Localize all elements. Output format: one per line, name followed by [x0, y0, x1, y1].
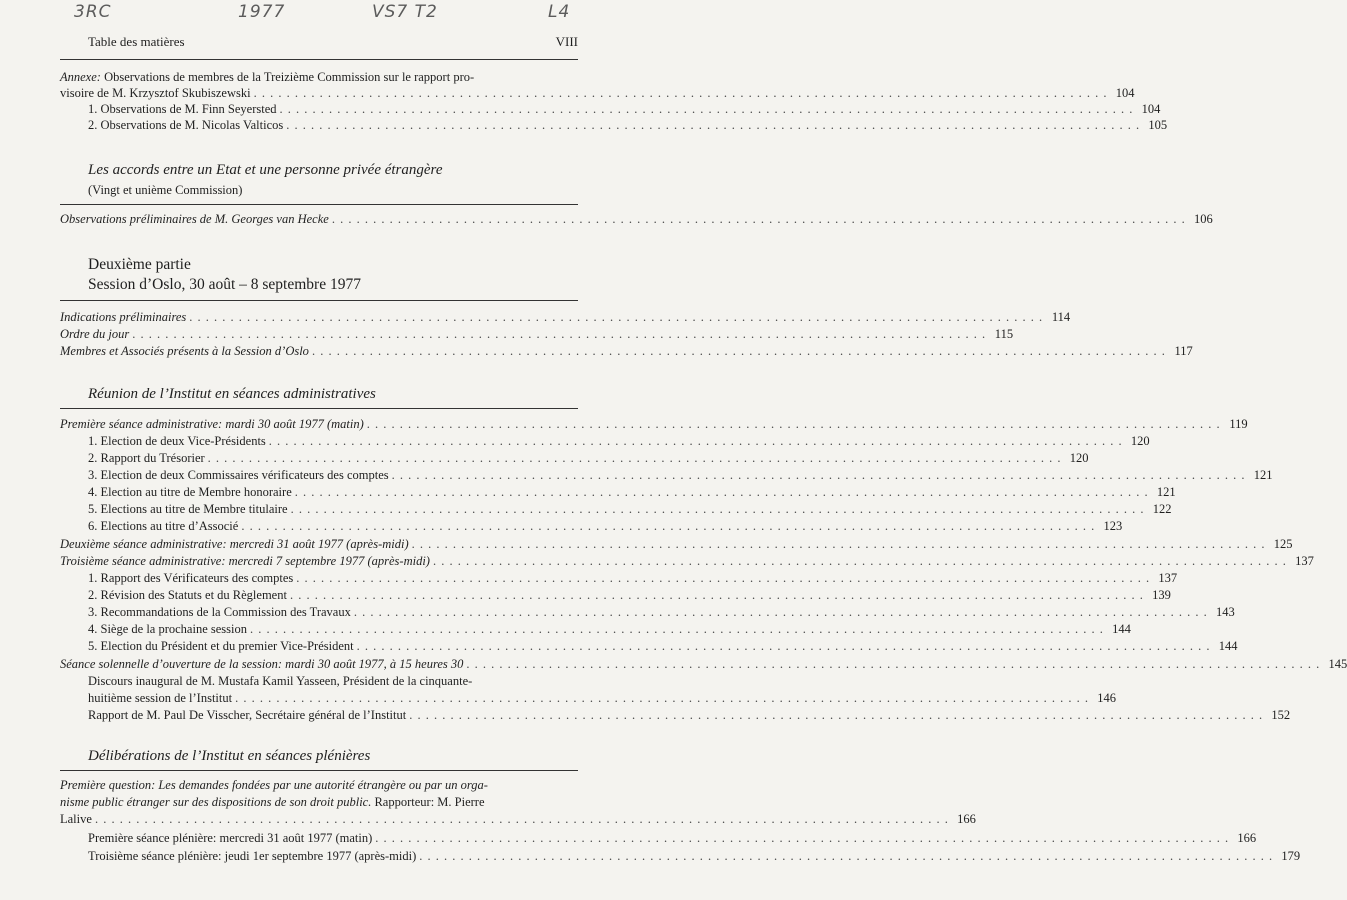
- divider: [60, 204, 578, 205]
- page-number: 120: [1069, 451, 1089, 465]
- toc-entry: [60, 212, 1213, 227]
- leader-dots: [290, 588, 1144, 603]
- page-header: [88, 34, 578, 50]
- page-number: 121: [1253, 468, 1273, 482]
- handwritten-note-2: 1977: [238, 2, 286, 22]
- leader-dots: [295, 485, 1149, 500]
- leader-dots: [189, 310, 1043, 325]
- leader-dots: [286, 118, 1140, 133]
- entry-text: Observations préliminaires de M. Georges van Hecke: [60, 212, 329, 226]
- toc-entry: [60, 812, 976, 827]
- divider: [60, 770, 578, 771]
- question-text: nisme public étranger sur des dispositions de son droit public.: [60, 795, 372, 809]
- toc-entry: [88, 831, 1257, 846]
- entry-text: Troisième séance administrative: mercredi 7 septembre 1977 (après-midi): [60, 554, 430, 568]
- toc-entry: [60, 657, 1347, 672]
- leader-dots: [354, 605, 1208, 620]
- page-number: 137: [1295, 554, 1314, 568]
- page-number: 146: [1097, 691, 1116, 705]
- leader-dots: [269, 434, 1123, 449]
- entry-text: Première séance administrative: mardi 30 août 1977 (matin): [60, 417, 364, 431]
- entry-text: Membres et Associés présents à la Session d’Oslo: [60, 344, 309, 358]
- page-number: 117: [1174, 344, 1193, 358]
- toc-entry: [60, 344, 1193, 359]
- entry-text: 2. Rapport du Trésorier: [88, 451, 205, 465]
- page-number: 166: [1237, 831, 1257, 845]
- toc-entry: [88, 434, 1150, 449]
- discours-line-1: Discours inaugural de M. Mustafa Kamil Yasseen, Président de la cinquante-: [88, 674, 473, 688]
- page-number: 166: [957, 812, 976, 826]
- toc-entry: [88, 691, 1116, 706]
- page-number: 119: [1229, 417, 1248, 431]
- leader-dots: [312, 344, 1166, 359]
- section-title: Délibérations de l’Institut en séances plénières: [88, 748, 371, 764]
- entry-text: Lalive: [60, 812, 92, 826]
- entry-text: 5. Elections au titre de Membre titulaire: [88, 502, 288, 516]
- page-number: 144: [1112, 622, 1131, 636]
- leader-dots: [208, 451, 1062, 466]
- page-number: 104: [1141, 102, 1161, 116]
- question-line-2: [60, 795, 485, 810]
- leader-dots: [95, 812, 949, 827]
- entry-text: 1. Rapport des Vérificateurs des comptes: [88, 571, 294, 585]
- entry-text: Deuxième séance administrative: mercredi 31 août 1977 (après-midi): [60, 537, 409, 551]
- annexe-label: Annexe:: [60, 70, 101, 84]
- page-number: 179: [1281, 849, 1301, 863]
- rapporteur-text: Rapporteur: M. Pierre: [371, 795, 485, 809]
- page-number: 122: [1152, 502, 1172, 516]
- leader-dots: [132, 327, 986, 342]
- handwritten-note-1: 3RC: [74, 2, 112, 22]
- entry-text: Ordre du jour: [60, 327, 130, 341]
- session-title: Session d’Oslo, 30 août – 8 septembre 1977: [88, 276, 361, 293]
- leader-dots: [254, 86, 1108, 101]
- toc-entry: [88, 588, 1171, 603]
- toc-entry: [88, 571, 1178, 586]
- entry-text: Séance solennelle d’ouverture de la session: mardi 30 août 1977, à 15 heures 30: [60, 657, 464, 671]
- leader-dots: [235, 691, 1089, 706]
- leader-dots: [250, 622, 1104, 637]
- entry-text: 1. Election de deux Vice-Présidents: [88, 434, 266, 448]
- toc-entry: [88, 519, 1123, 534]
- leader-dots: [280, 102, 1134, 117]
- toc-entry: [60, 86, 1135, 101]
- entry-text: 2. Révision des Statuts et du Règlement: [88, 588, 287, 602]
- toc-entry: [88, 102, 1161, 117]
- entry-text: Rapport de M. Paul De Visscher, Secrétaire général de l’Institut: [88, 708, 407, 722]
- page-number: 123: [1103, 519, 1123, 533]
- entry-text: visoire de M. Krzysztof Skubiszewski: [60, 86, 251, 100]
- entry-text: 3. Election de deux Commissaires vérificateurs des comptes: [88, 468, 389, 482]
- section-title: Réunion de l’Institut en séances administratives: [88, 386, 376, 402]
- entry-text: Indications préliminaires: [60, 310, 187, 324]
- annexe-text: Observations de membres de la Treizième Commission sur le rapport pro-: [100, 70, 475, 84]
- leader-dots: [392, 468, 1246, 483]
- toc-entry: [60, 327, 1014, 342]
- entry-text: Troisième séance plénière: jeudi 1er septembre 1977 (après-midi): [88, 849, 417, 863]
- toc-entry: [88, 708, 1291, 723]
- toc-entry: [88, 622, 1131, 637]
- divider: [60, 300, 578, 301]
- leader-dots: [367, 417, 1221, 432]
- toc-entry: [88, 451, 1089, 466]
- toc-entry: [88, 485, 1176, 500]
- page-number: 152: [1271, 708, 1291, 722]
- divider: [60, 59, 578, 60]
- section-title: Les accords entre un Etat et une personne privée étrangère: [88, 162, 443, 178]
- handwritten-note-4: L4: [548, 2, 571, 22]
- page-number: 104: [1115, 86, 1135, 100]
- question-line-1: Première question: Les demandes fondées par une autorité étrangère ou par un orga-: [60, 778, 488, 792]
- page-number: 105: [1148, 118, 1168, 132]
- entry-text: huitième session de l’Institut: [88, 691, 233, 705]
- entry-text: 1. Observations de M. Finn Seyersted: [88, 102, 277, 116]
- toc-entry: [88, 468, 1273, 483]
- leader-dots: [466, 657, 1320, 672]
- leader-dots: [332, 212, 1186, 227]
- leader-dots: [409, 708, 1263, 723]
- header-page-number: VIII: [555, 34, 578, 49]
- page-number: 139: [1152, 588, 1171, 602]
- entry-text: 3. Recommandations de la Commission des Travaux: [88, 605, 351, 619]
- page-number: 145: [1328, 657, 1347, 671]
- toc-entry: [60, 537, 1293, 552]
- page-number: 143: [1215, 605, 1235, 619]
- entry-text: 6. Elections au titre d’Associé: [88, 519, 239, 533]
- header-title: Table des matières: [88, 34, 185, 49]
- entry-text: 5. Election du Président et du premier Vice-Président: [88, 639, 354, 653]
- leader-dots: [357, 639, 1211, 654]
- leader-dots: [291, 502, 1145, 517]
- page-number: 106: [1193, 212, 1213, 226]
- toc-entry: [88, 639, 1238, 654]
- page-number: 121: [1156, 485, 1176, 499]
- page-number: 125: [1273, 537, 1293, 551]
- toc-entry: [60, 310, 1071, 325]
- leader-dots: [241, 519, 1095, 534]
- leader-dots: [433, 554, 1287, 569]
- entry-text: Première séance plénière: mercredi 31 août 1977 (matin): [88, 831, 373, 845]
- leader-dots: [419, 849, 1273, 864]
- leader-dots: [375, 831, 1229, 846]
- toc-entry: [88, 118, 1168, 133]
- divider: [60, 408, 578, 409]
- entry-text: 2. Observations de M. Nicolas Valticos: [88, 118, 284, 132]
- annexe-line-1: [60, 70, 474, 85]
- page-number: 120: [1130, 434, 1150, 448]
- toc-entry: [88, 605, 1235, 620]
- page-number: 137: [1158, 571, 1178, 585]
- leader-dots: [412, 537, 1266, 552]
- toc-entry: [60, 417, 1248, 432]
- part-title: Deuxième partie: [88, 256, 191, 273]
- section-subtitle: (Vingt et unième Commission): [88, 183, 243, 197]
- toc-entry: [88, 849, 1301, 864]
- toc-entry: [88, 502, 1172, 517]
- entry-text: 4. Election au titre de Membre honoraire: [88, 485, 292, 499]
- page-number: 144: [1218, 639, 1238, 653]
- handwritten-note-3: VS7 T2: [372, 2, 438, 22]
- page-number: 115: [994, 327, 1014, 341]
- entry-text: 4. Siège de la prochaine session: [88, 622, 247, 636]
- leader-dots: [296, 571, 1150, 586]
- toc-entry: [60, 554, 1314, 569]
- page-number: 114: [1051, 310, 1071, 324]
